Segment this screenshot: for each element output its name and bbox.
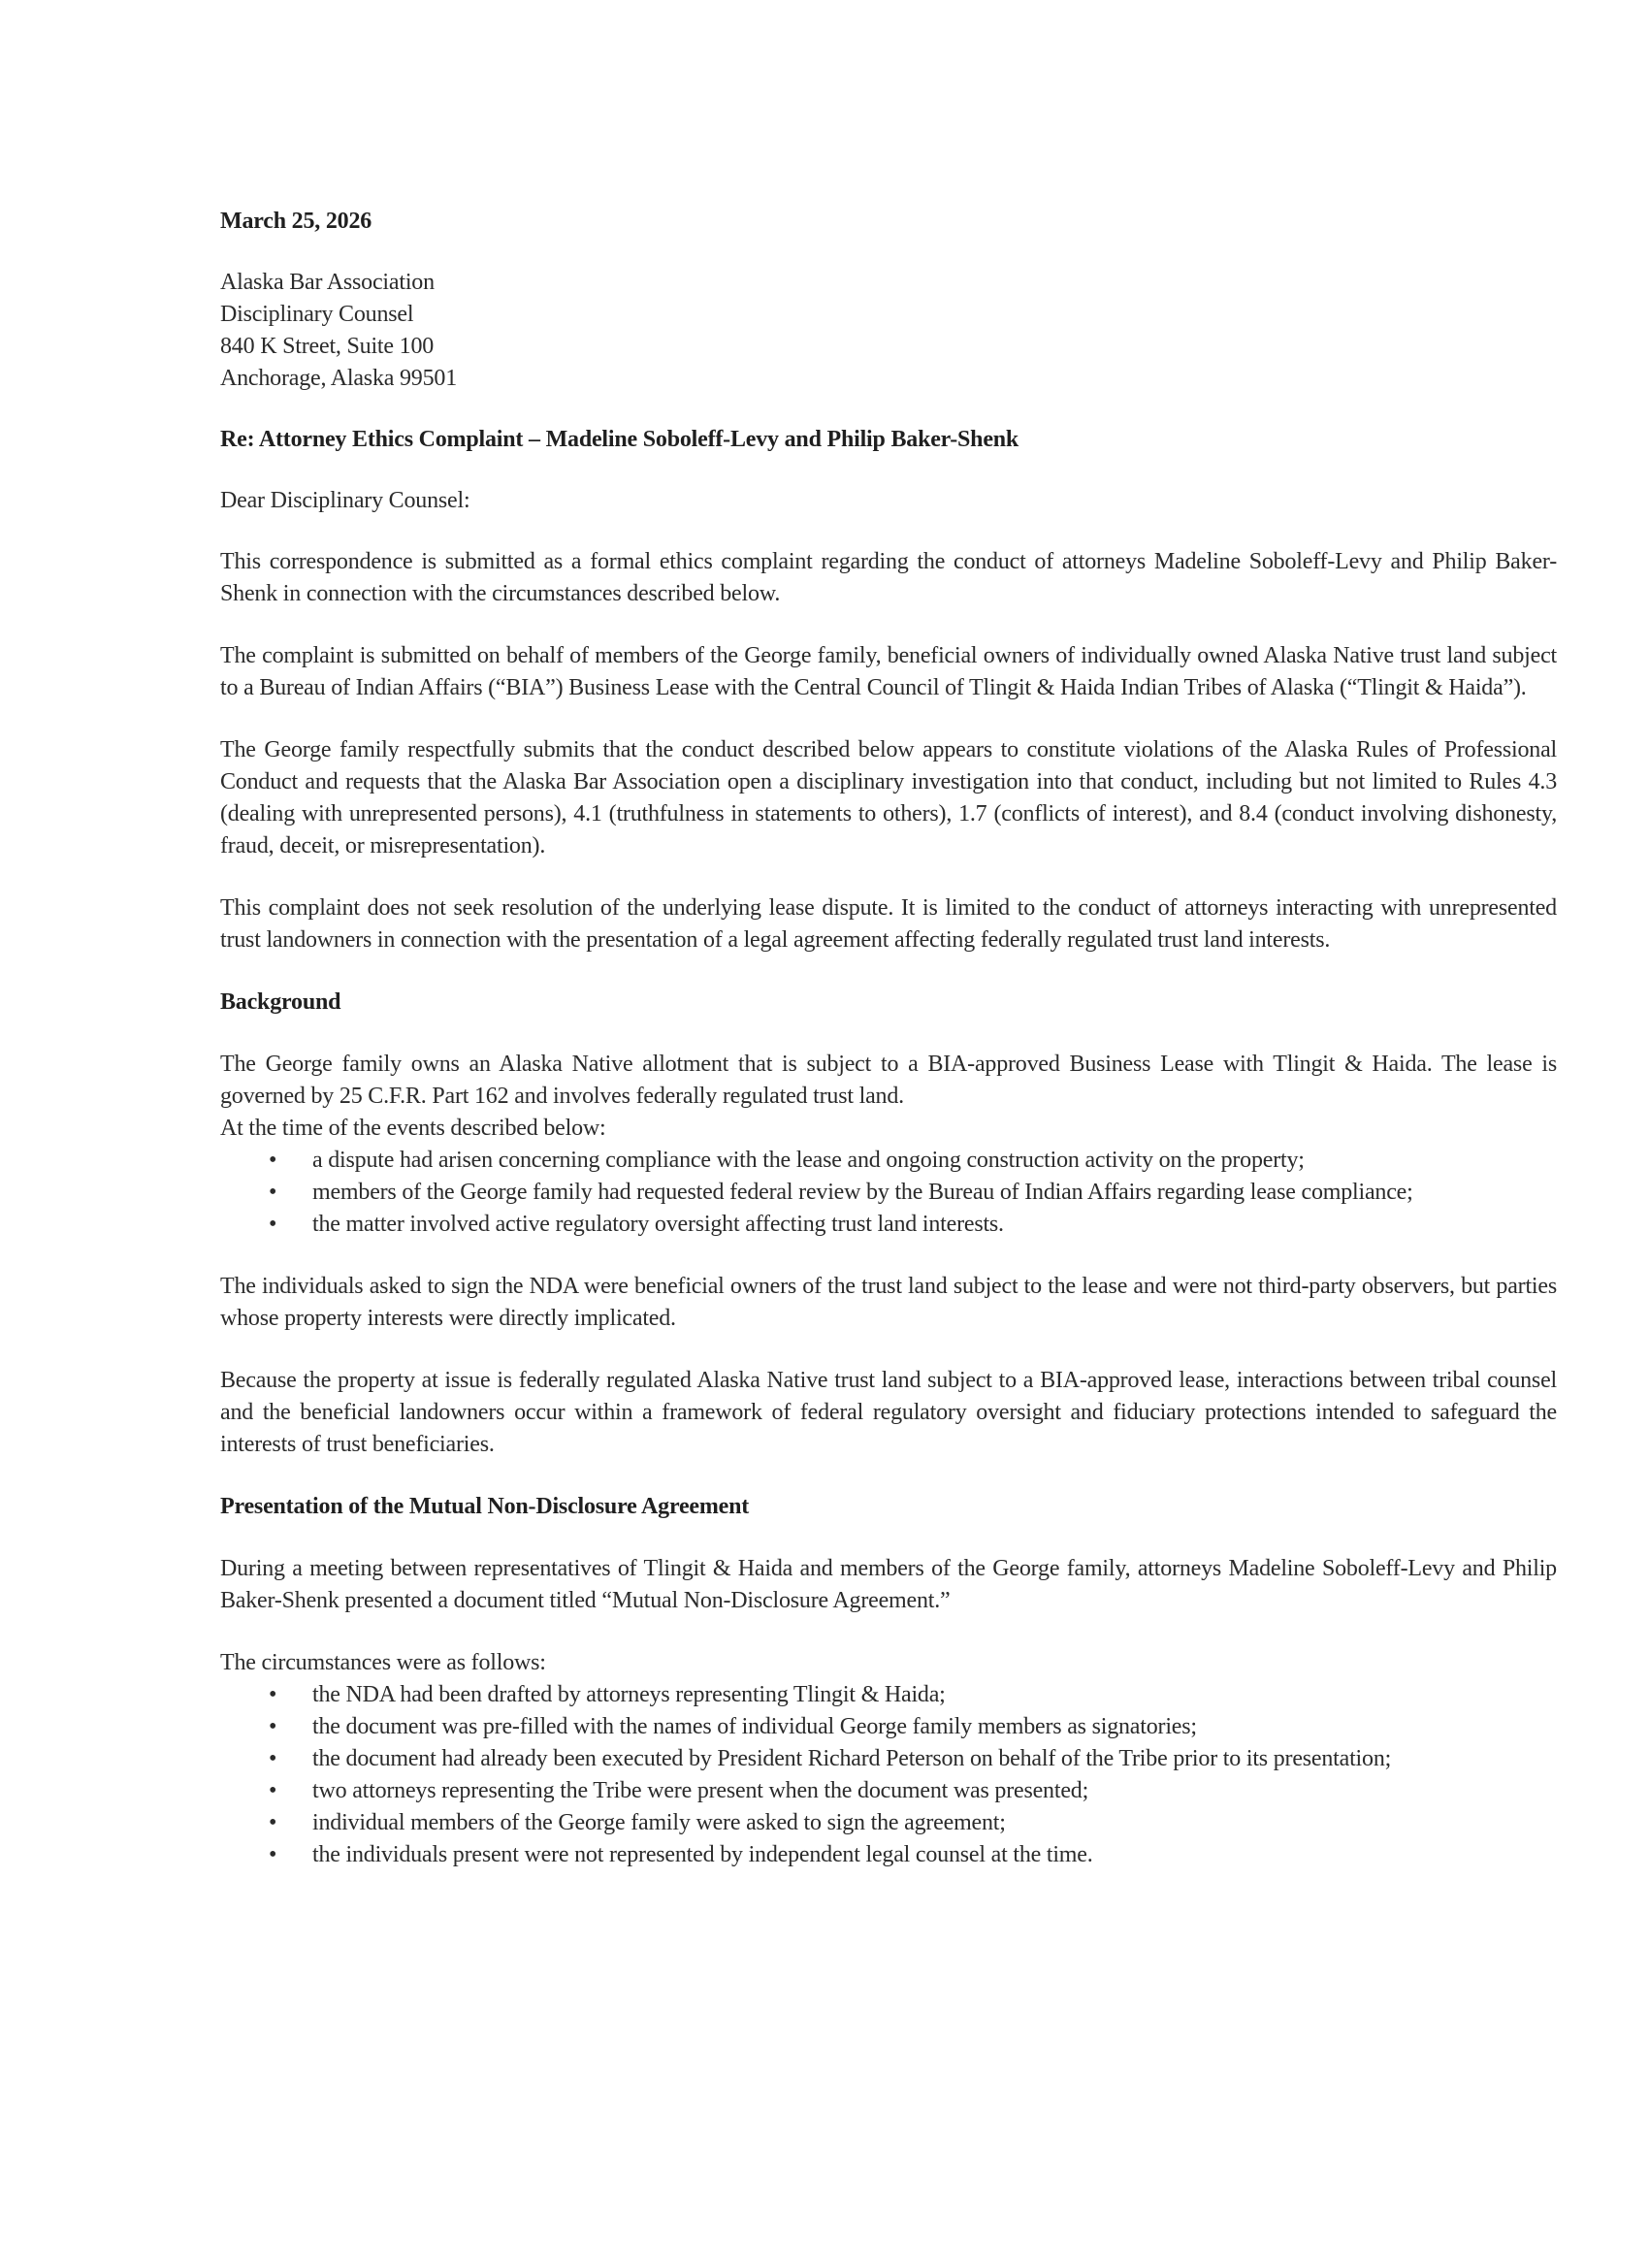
intro-paragraph: The complaint is submitted on behalf of members of the George family, beneficial owners of individually owned Alaska Native trust land subject to a Bureau of Indian Affairs (“BIA”) Business Lease with the Central Council of Tlingit & Haida Indian Tribes of Alaska (“Tlingit & Haida”). — [220, 643, 1557, 700]
list-item-text: members of the George family had requested federal review by the Bureau of Indian Affairs regarding lease compliance; — [312, 1180, 1413, 1205]
recipient-line: Anchorage, Alaska 99501 — [220, 366, 458, 391]
list-item-text: the document had already been executed by President Richard Peterson on behalf of the Tribe prior to its presentation; — [312, 1746, 1392, 1771]
intro-paragraph: This correspondence is submitted as a formal ethics complaint regarding the conduct of attorneys Madeline Soboleff-Levy and Philip Baker-Shenk in connection with the circumstances described below. — [220, 549, 1557, 606]
list-item — [220, 1839, 1557, 1871]
list-item-text: the individuals present were not represented by independent legal counsel at the time. — [312, 1842, 1093, 1867]
letter-page — [220, 206, 1557, 1901]
list-item — [220, 1807, 1557, 1839]
bullet-icon: • — [269, 1778, 277, 1803]
background-paragraph: The individuals asked to sign the NDA were beneficial owners of the trust land subject to the lease and were not third-party observers, but parties whose property interests were directly implicated. — [220, 1274, 1557, 1331]
background-lead-in: At the time of the events described below: — [220, 1116, 606, 1141]
presentation-bullet-list — [220, 1679, 1557, 1871]
intro-paragraph: The George family respectfully submits that the conduct described below appears to constitute violations of the Alaska Rules of Professional Conduct and requests that the Alaska Bar Association open a disciplinary investigation into that conduct, including but not limited to Rules 4.3 (dealing with unrepresented persons), 4.1 (truthfulness in statements to others), 1.7 (conflicts of interest), and 8.4 (conduct involving dishonesty, fraud, deceit, or misrepresentation). — [220, 737, 1557, 859]
bullet-icon: • — [269, 1810, 277, 1835]
bullet-icon: • — [269, 1212, 277, 1237]
recipient-address — [220, 267, 1557, 395]
list-item — [220, 1743, 1557, 1775]
recipient-line: Disciplinary Counsel — [220, 302, 414, 327]
presentation-lead-in: The circumstances were as follows: — [220, 1650, 546, 1675]
list-item — [220, 1679, 1557, 1711]
bullet-icon: • — [269, 1746, 277, 1771]
list-item-text: individual members of the George family were asked to sign the agreement; — [312, 1810, 1006, 1835]
bullet-icon: • — [269, 1842, 277, 1867]
recipient-line: 840 K Street, Suite 100 — [220, 334, 435, 359]
recipient-line: Alaska Bar Association — [220, 270, 435, 295]
list-item — [220, 1145, 1557, 1177]
salutation: Dear Disciplinary Counsel: — [220, 488, 470, 513]
list-item-text: the matter involved active regulatory oversight affecting trust land interests. — [312, 1212, 1004, 1237]
background-paragraph: The George family owns an Alaska Native allotment that is subject to a BIA-approved Business Lease with Tlingit & Haida. The lease is governed by 25 C.F.R. Part 162 and involves federally regulated trust land. — [220, 1052, 1557, 1109]
bullet-icon: • — [269, 1682, 277, 1707]
list-item-text: two attorneys representing the Tribe were present when the document was presented; — [312, 1778, 1089, 1803]
letter-date: March 25, 2026 — [220, 209, 372, 234]
presentation-paragraph: During a meeting between representatives of Tlingit & Haida and members of the George family, attorneys Madeline Soboleff-Levy and Philip Baker-Shenk presented a document titled “Mutual Non-Disclosure Agreement.” — [220, 1556, 1557, 1613]
list-item-text: the NDA had been drafted by attorneys representing Tlingit & Haida; — [312, 1682, 946, 1707]
list-item — [220, 1711, 1557, 1743]
background-paragraph: Because the property at issue is federally regulated Alaska Native trust land subject to a BIA-approved lease, interactions between tribal counsel and the beneficial landowners occur within a framework of federal regulatory oversight and fiduciary protections intended to safeguard the interests of trust beneficiaries. — [220, 1368, 1557, 1457]
list-item-text: the document was pre-filled with the names of individual George family members as signatories; — [312, 1714, 1197, 1739]
intro-paragraph: This complaint does not seek resolution of the underlying lease dispute. It is limited to the conduct of attorneys interacting with unrepresented trust landowners in connection with the presentation of a legal agreement affecting federally regulated trust land interests. — [220, 895, 1557, 953]
list-item — [220, 1177, 1557, 1209]
section-heading-presentation: Presentation of the Mutual Non-Disclosure Agreement — [220, 1494, 750, 1519]
subject-line: Re: Attorney Ethics Complaint – Madeline Soboleff-Levy and Philip Baker-Shenk — [220, 427, 1019, 452]
background-bullet-list — [220, 1145, 1557, 1241]
bullet-icon: • — [269, 1148, 277, 1173]
list-item-text: a dispute had arisen concerning compliance with the lease and ongoing construction activity on the property; — [312, 1148, 1305, 1173]
bullet-icon: • — [269, 1714, 277, 1739]
section-heading-background: Background — [220, 989, 341, 1015]
bullet-icon: • — [269, 1180, 277, 1205]
list-item — [220, 1775, 1557, 1807]
list-item — [220, 1209, 1557, 1241]
